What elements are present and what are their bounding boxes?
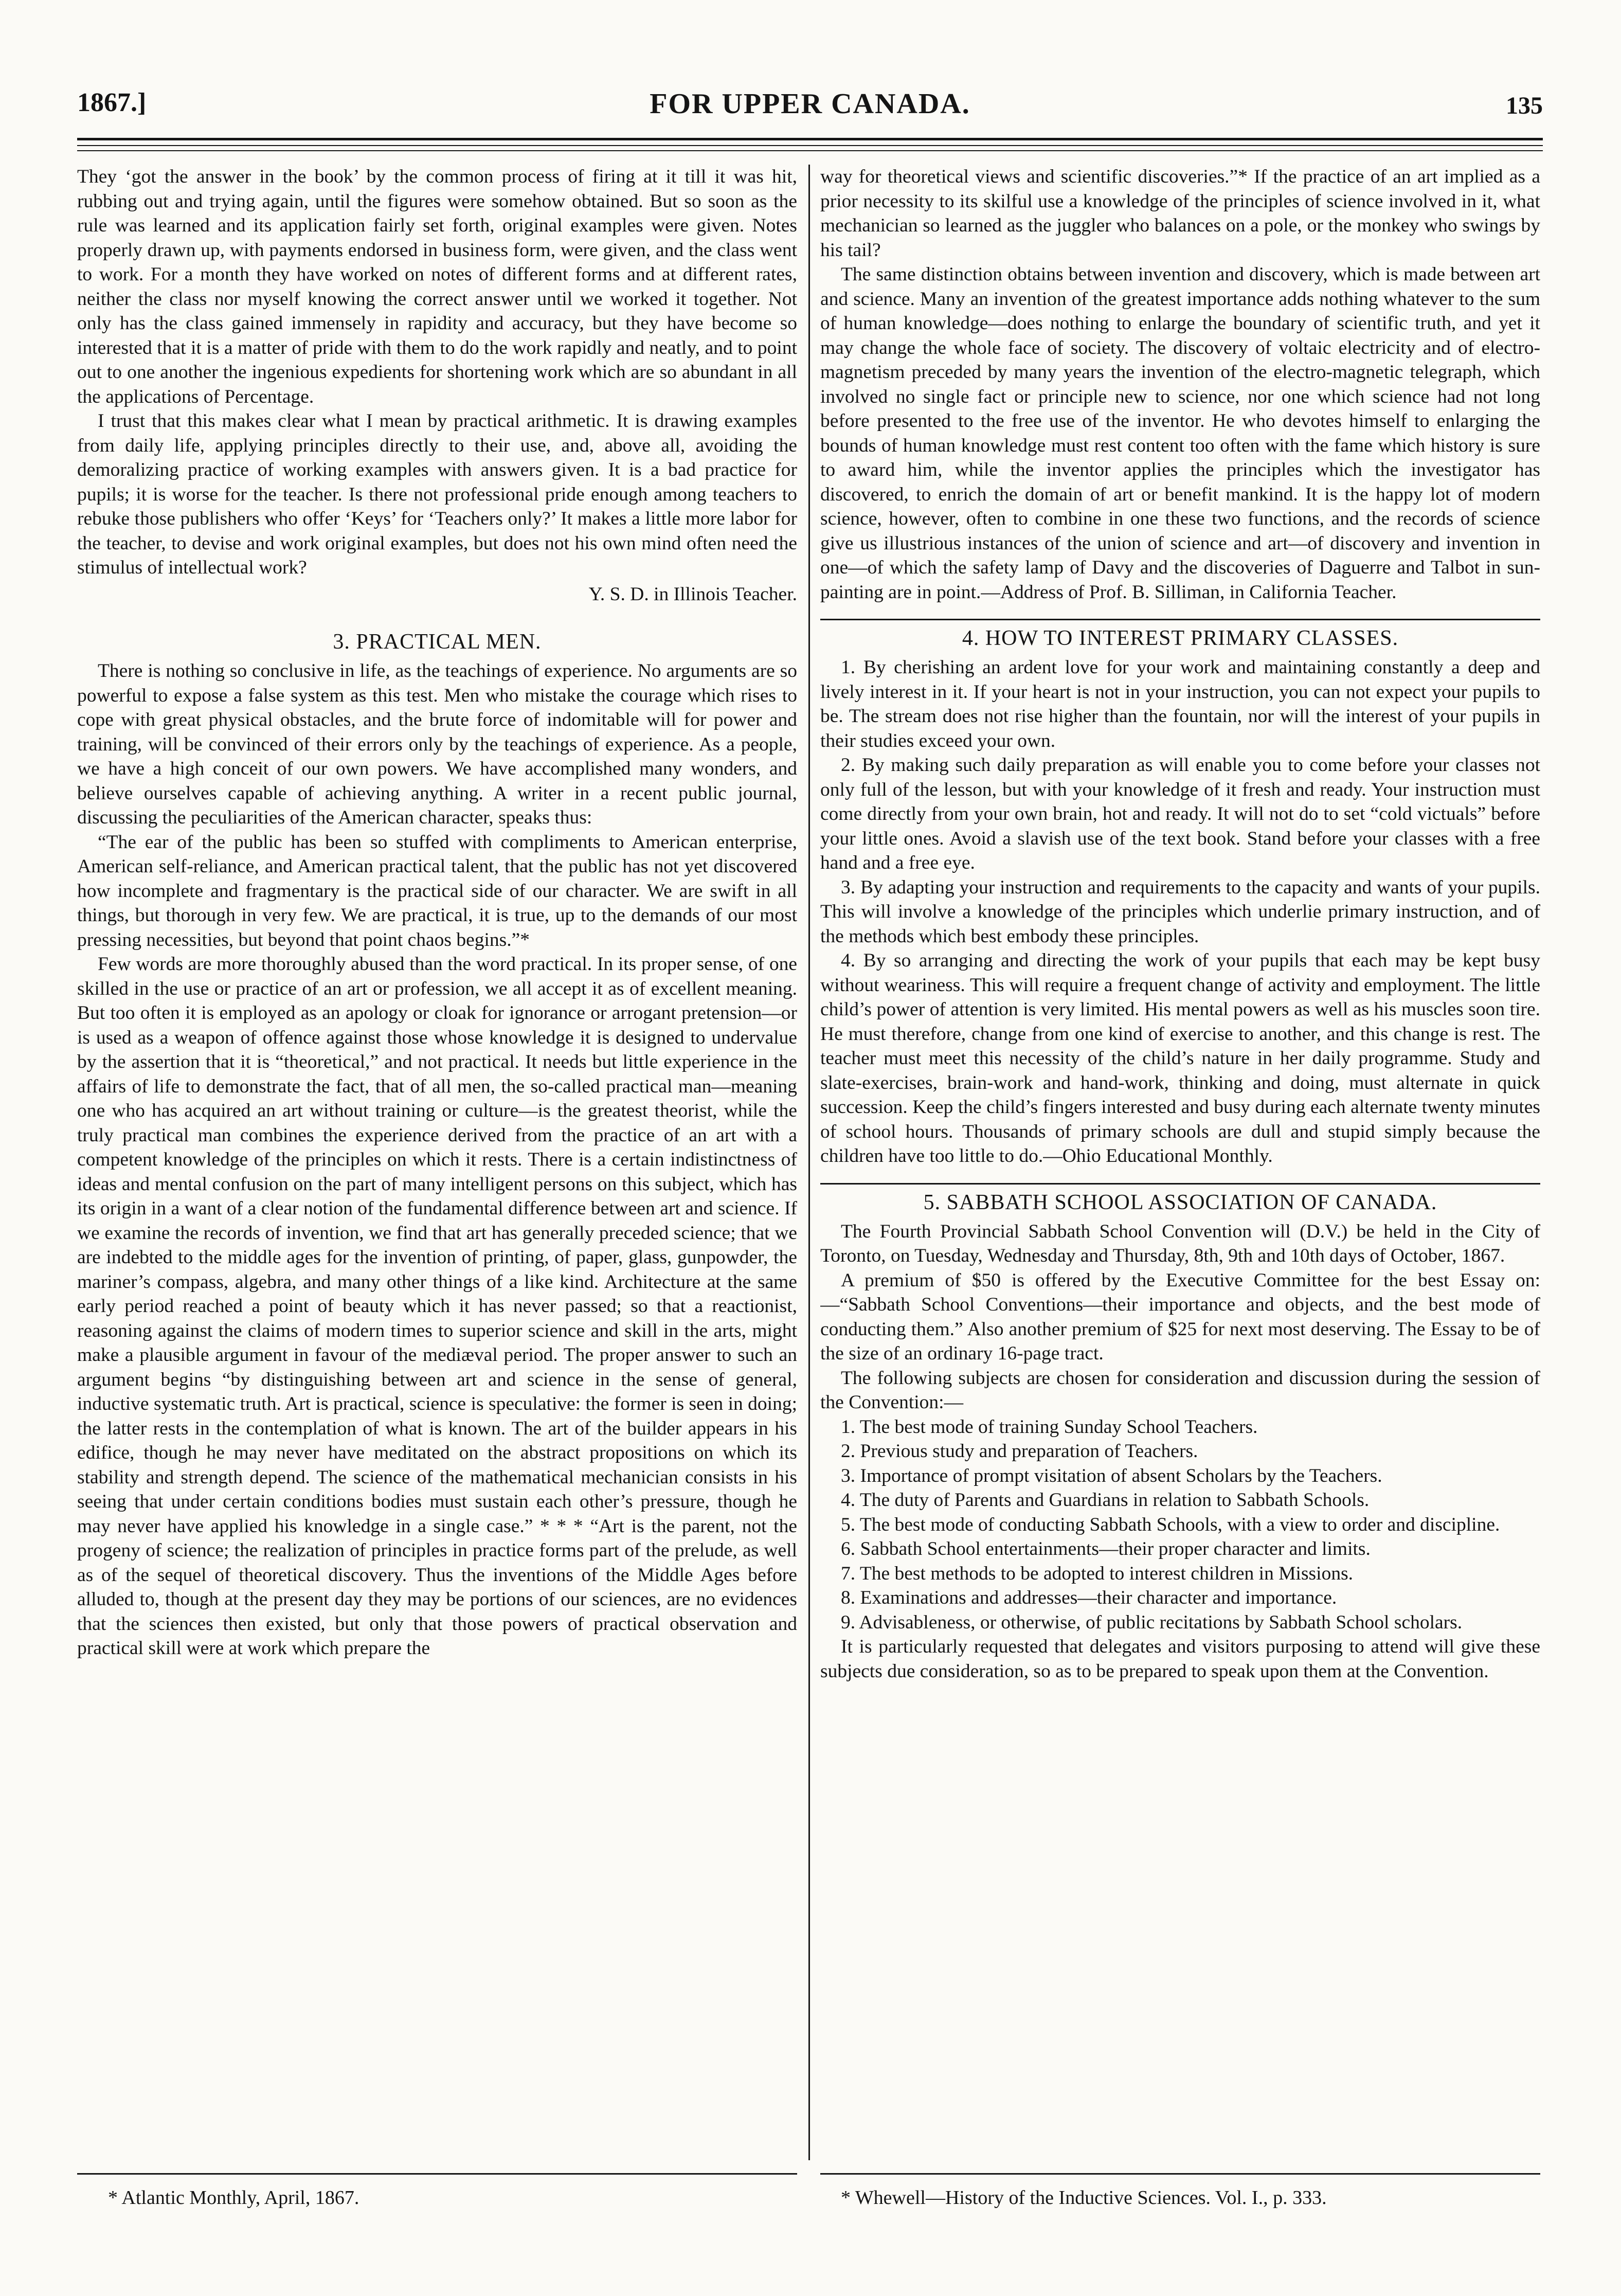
section-4-list — [820, 655, 1540, 1169]
list-item: 2. By making such daily preparation as will enable you to come before your classes not only full of the lesson, but with your knowledge of it fresh and ready. Your instruction must come directly from your own brain, hot and ready. It will not do to set “cold victuals” before your little ones. Avoid a slavish use of the text book. Stand before your classes with a free hand and a free eye. — [820, 755, 1540, 873]
invention-discovery-paragraph: The same distinction obtains between invention and discovery, which is made between art and science. Many an invention of the greatest importance adds nothing whatever to the sum of human knowledge—does nothing to enlarge the boundary of scientific truth, and yet it may change the whole face of society. The discovery of voltaic electricity and of electro-magnetism preceded by many years the invention of the electro-magnetic telegraph, which involved no single fact or principle new to science, nor one which science had not long before presented to the free use of the inventor. He who devotes himself to enlarging the bounds of human knowledge must rest content too often with the fame which history is sure to award him, while the inventor applies the principles which the investigator has discovered, to enrich the domain of art or benefit mankind. It is the happy lot of modern science, however, often to combine in one these two functions, and the records of science give us illustrious instances of the union of science and art—of discovery and invention in one—of which the safety lamp of Davy and the discoveries of Daguerre and Talbot in sun-painting are in point.—Address of Prof. B. Silliman, in California Teacher. — [820, 264, 1540, 603]
section-3-quote: “The ear of the public has been so stuffed with compliments to American enterprise, American self-reliance, and American practical talent, that the public has not yet discovered how incomplete and fragmentary is the practical side of our character. We are swift in all things, but thorough in very few. We are practical, it is true, up to the demands of our most pressing necessities, but beyond that point chaos begins.”* — [77, 831, 797, 950]
left-column — [77, 165, 797, 2160]
list-item: 8. Examinations and addresses—their character and importance. — [841, 1587, 1337, 1608]
section-5-paragraph-4: It is particularly requested that delegates and visitors purposing to attend will give these subjects due consideration, so as to be prepared to speak upon them at the Convention. — [820, 1636, 1540, 1682]
intro-paragraph: They ‘got the answer in the book’ by the common process of firing at it till it was hit, rubbing out and trying again, until the figures were somehow obtained. But so soon as the rule was learned and its application fairly set forth, original examples were given. Notes properly drawn up, with payments endorsed in business form, were given, and the class went to work. For a month they have worked on notes of different forms and at different rates, neither the class nor myself knowing the correct answer until we worked it together. Not only has the class gained immensely in rapidity and accuracy, but they have become so interested that it is a matter of pride with them to do the work rapidly and neatly, and to point out to one another the ingenious expedients for shortening work which are so abundant in all the applications of Percentage. — [77, 166, 797, 407]
page-number: 135 — [1506, 92, 1543, 119]
footnote-left: * Atlantic Monthly, April, 1867. — [108, 2187, 359, 2209]
list-item: 3. Importance of prompt visitation of absent Scholars by the Teachers. — [841, 1465, 1382, 1486]
header-rule-thin — [77, 145, 1543, 146]
list-item: 3. By adapting your instruction and requirements to the capacity and wants of your pupils. This will involve a knowledge of the principles which underlie primary instruction, and of the methods which best embody these principles. — [820, 876, 1540, 947]
signature: Y. S. D. in Illinois Teacher. — [588, 583, 797, 605]
section-5-paragraph-1: The Fourth Provincial Sabbath School Convention will (D.V.) be held in the City of Toronto, on Tuesday, Wednesday and Thursday, 8th, 9th and 10th days of October, 1867. — [820, 1221, 1540, 1266]
list-item: 9. Advisableness, or otherwise, of public recitations by Sabbath School scholars. — [841, 1611, 1463, 1633]
footnote-rule-right — [820, 2173, 1540, 2175]
list-item: 2. Previous study and preparation of Teachers. — [841, 1441, 1198, 1462]
section-separator — [820, 1183, 1540, 1185]
arithmetic-paragraph: I trust that this makes clear what I mean by practical arithmetic. It is drawing examples from daily life, applying principles directly to their use, and, above all, avoiding the demoralizing practice of working examples with answers given. It is a bad practice for pupils; it is worse for the teacher. Is there not professional pride enough among teachers to rebuke those publishers who offer ‘Keys’ for ‘Teachers only?’ It makes a little more labor for the teacher, to devise and work original examples, but does not his own mind often need the stimulus of intellectual work? — [77, 410, 797, 578]
section-4-heading: 4. HOW TO INTEREST PRIMARY CLASSES. — [962, 626, 1399, 650]
section-3-paragraph-1: There is nothing so conclusive in life, as the teachings of experience. No arguments are so powerful to expose a false system as this test. Men who mistake the courage which rises to cope with great physical obstacles, and the brute force of indomitable will for power and training, will be convinced of their errors only by the teachings of experience. As a people, we have a high conceit of our own powers. We have accomplished many wonders, and believe ourselves capable of achieving anything. A writer in a recent public journal, discussing the peculiarities of the American character, speaks thus: — [77, 660, 797, 828]
header-year: 1867.] — [77, 88, 147, 117]
header-rule-thick — [77, 138, 1543, 140]
page-header — [77, 87, 1543, 129]
section-5-heading: 5. SABBATH SCHOOL ASSOCIATION OF CANADA. — [923, 1190, 1437, 1214]
section-separator — [820, 619, 1540, 620]
list-item: 7. The best methods to be adopted to interest children in Missions. — [841, 1563, 1354, 1584]
column-divider — [808, 165, 810, 2160]
section-5-list — [820, 1415, 1540, 1635]
section-5-paragraph-3: The following subjects are chosen for consideration and discussion during the session of the Convention:— — [820, 1367, 1540, 1413]
header-title: FOR UPPER CANADA. — [650, 88, 970, 120]
header-rule-thin-2 — [77, 150, 1543, 151]
section-5-paragraph-2: A premium of $50 is offered by the Executive Committee for the best Essay on:—“Sabbath School Conventions—their importance and objects, and the best mode of conducting them.” Also another premium of $25 for next most deserving. The Essay to be of the size of an ordinary 16-page tract. — [820, 1269, 1540, 1364]
footnote-right: * Whewell—History of the Inductive Sciences. Vol. I., p. 333. — [841, 2187, 1327, 2209]
list-item: 1. The best mode of training Sunday School Teachers. — [841, 1416, 1258, 1438]
list-item: 5. The best mode of conducting Sabbath Schools, with a view to order and discipline. — [841, 1514, 1500, 1535]
continuation-paragraph: way for theoretical views and scientific discoveries.”* If the practice of an art implied as a prior necessity to its skilful use a knowledge of the principles of science involved in it, what mechanician so learned as the juggler who balances on a pole, or the monkey who swings by his tail? — [820, 166, 1540, 261]
list-item: 1. By cherishing an ardent love for your work and maintaining constantly a deep and lively interest in it. If your heart is not in your instruction, you can not expect your pupils to be. The stream does not rise higher than the fountain, nor will the interest of your pupils in their studies exceed your own. — [820, 657, 1540, 751]
list-item: 4. By so arranging and directing the work of your pupils that each may be kept busy without weariness. This will require a frequent change of activity and employment. The little child’s power of attention is very limited. His mental powers as well as his muscles soon tire. He must therefore, change from one kind of exercise to another, and this change is rest. The teacher must meet this necessity of the child’s nature in her daily programme. Study and slate-exercises, brain-work and hand-work, thinking and doing, must alternate in quick succession. Keep the child’s fingers interested and busy during each alternate twenty minutes of school hours. Thousands of primary schools are dull and stupid simply because the children have too little to do.—Ohio Educational Monthly. — [820, 950, 1540, 1167]
right-column — [820, 165, 1540, 2160]
list-item: 4. The duty of Parents and Guardians in relation to Sabbath Schools. — [841, 1490, 1370, 1511]
list-item: 6. Sabbath School entertainments—their proper character and limits. — [841, 1538, 1371, 1559]
footnote-rule-left — [77, 2173, 797, 2175]
section-3-heading: 3. PRACTICAL MEN. — [333, 630, 542, 654]
section-3-paragraph-2: Few words are more thoroughly abused than the word practical. In its proper sense, of one skilled in the use or practice of an art or profession, we all accept it as of excellent meaning. But too often it is employed as an apology or cloak for ignorance or arrogant pretension—or is used as a weapon of offence against those whose knowledge it is designed to undervalue by the assertion that it is “theoretical,” and not practical. It needs but little experience in the affairs of life to demonstrate the fact, that of all men, the so-called practical man—meaning one who has acquired an art without training or culture—is the greatest theorist, while the truly practical man combines the experience derived from the practice of an art with a competent knowledge of the principles on which it rests. There is a certain indistinctness of ideas and mental confusion on the part of many intelligent persons on this subject, which has its origin in a want of a clear notion of the fundamental difference between art and science. If we examine the records of invention, we find that art has generally preceded science; that we are indebted to the middle ages for the invention of printing, of paper, glass, gunpowder, the mariner’s compass, algebra, and many other things of a like kind. Architecture at the same early period reached a point of beauty which it has never passed; so that a reactionist, reasoning against the claims of modern times to superior science and skill in the arts, might make a plausible argument in favour of the mediæval period. The proper answer to such an argument begins “by distinguishing between art and science in the sense of general, inductive systematic truth. Art is practical, science is speculative: the former is seen in doing; the latter rests in the contemplation of what is known. The art of the builder appears in his edifice, though he may never have meditated on the abstract propositions on which its stability and strength depend. The science of the mathematical mechanician consists in his seeing that under certain conditions bodies must sustain each other’s pressure, though he may never have applied his knowledge in a single case.” * * * “Art is the parent, not the progeny of science; the realization of principles in practice forms part of the prelude, as well as of the sequel of theoretical discovery. Thus the inventions of the Middle Ages before alluded to, though at the present day they may be portions of our sciences, are no evidences that the sciences then existed, but only that those powers of practical observation and practical skill were at work which prepare the — [77, 954, 797, 1659]
